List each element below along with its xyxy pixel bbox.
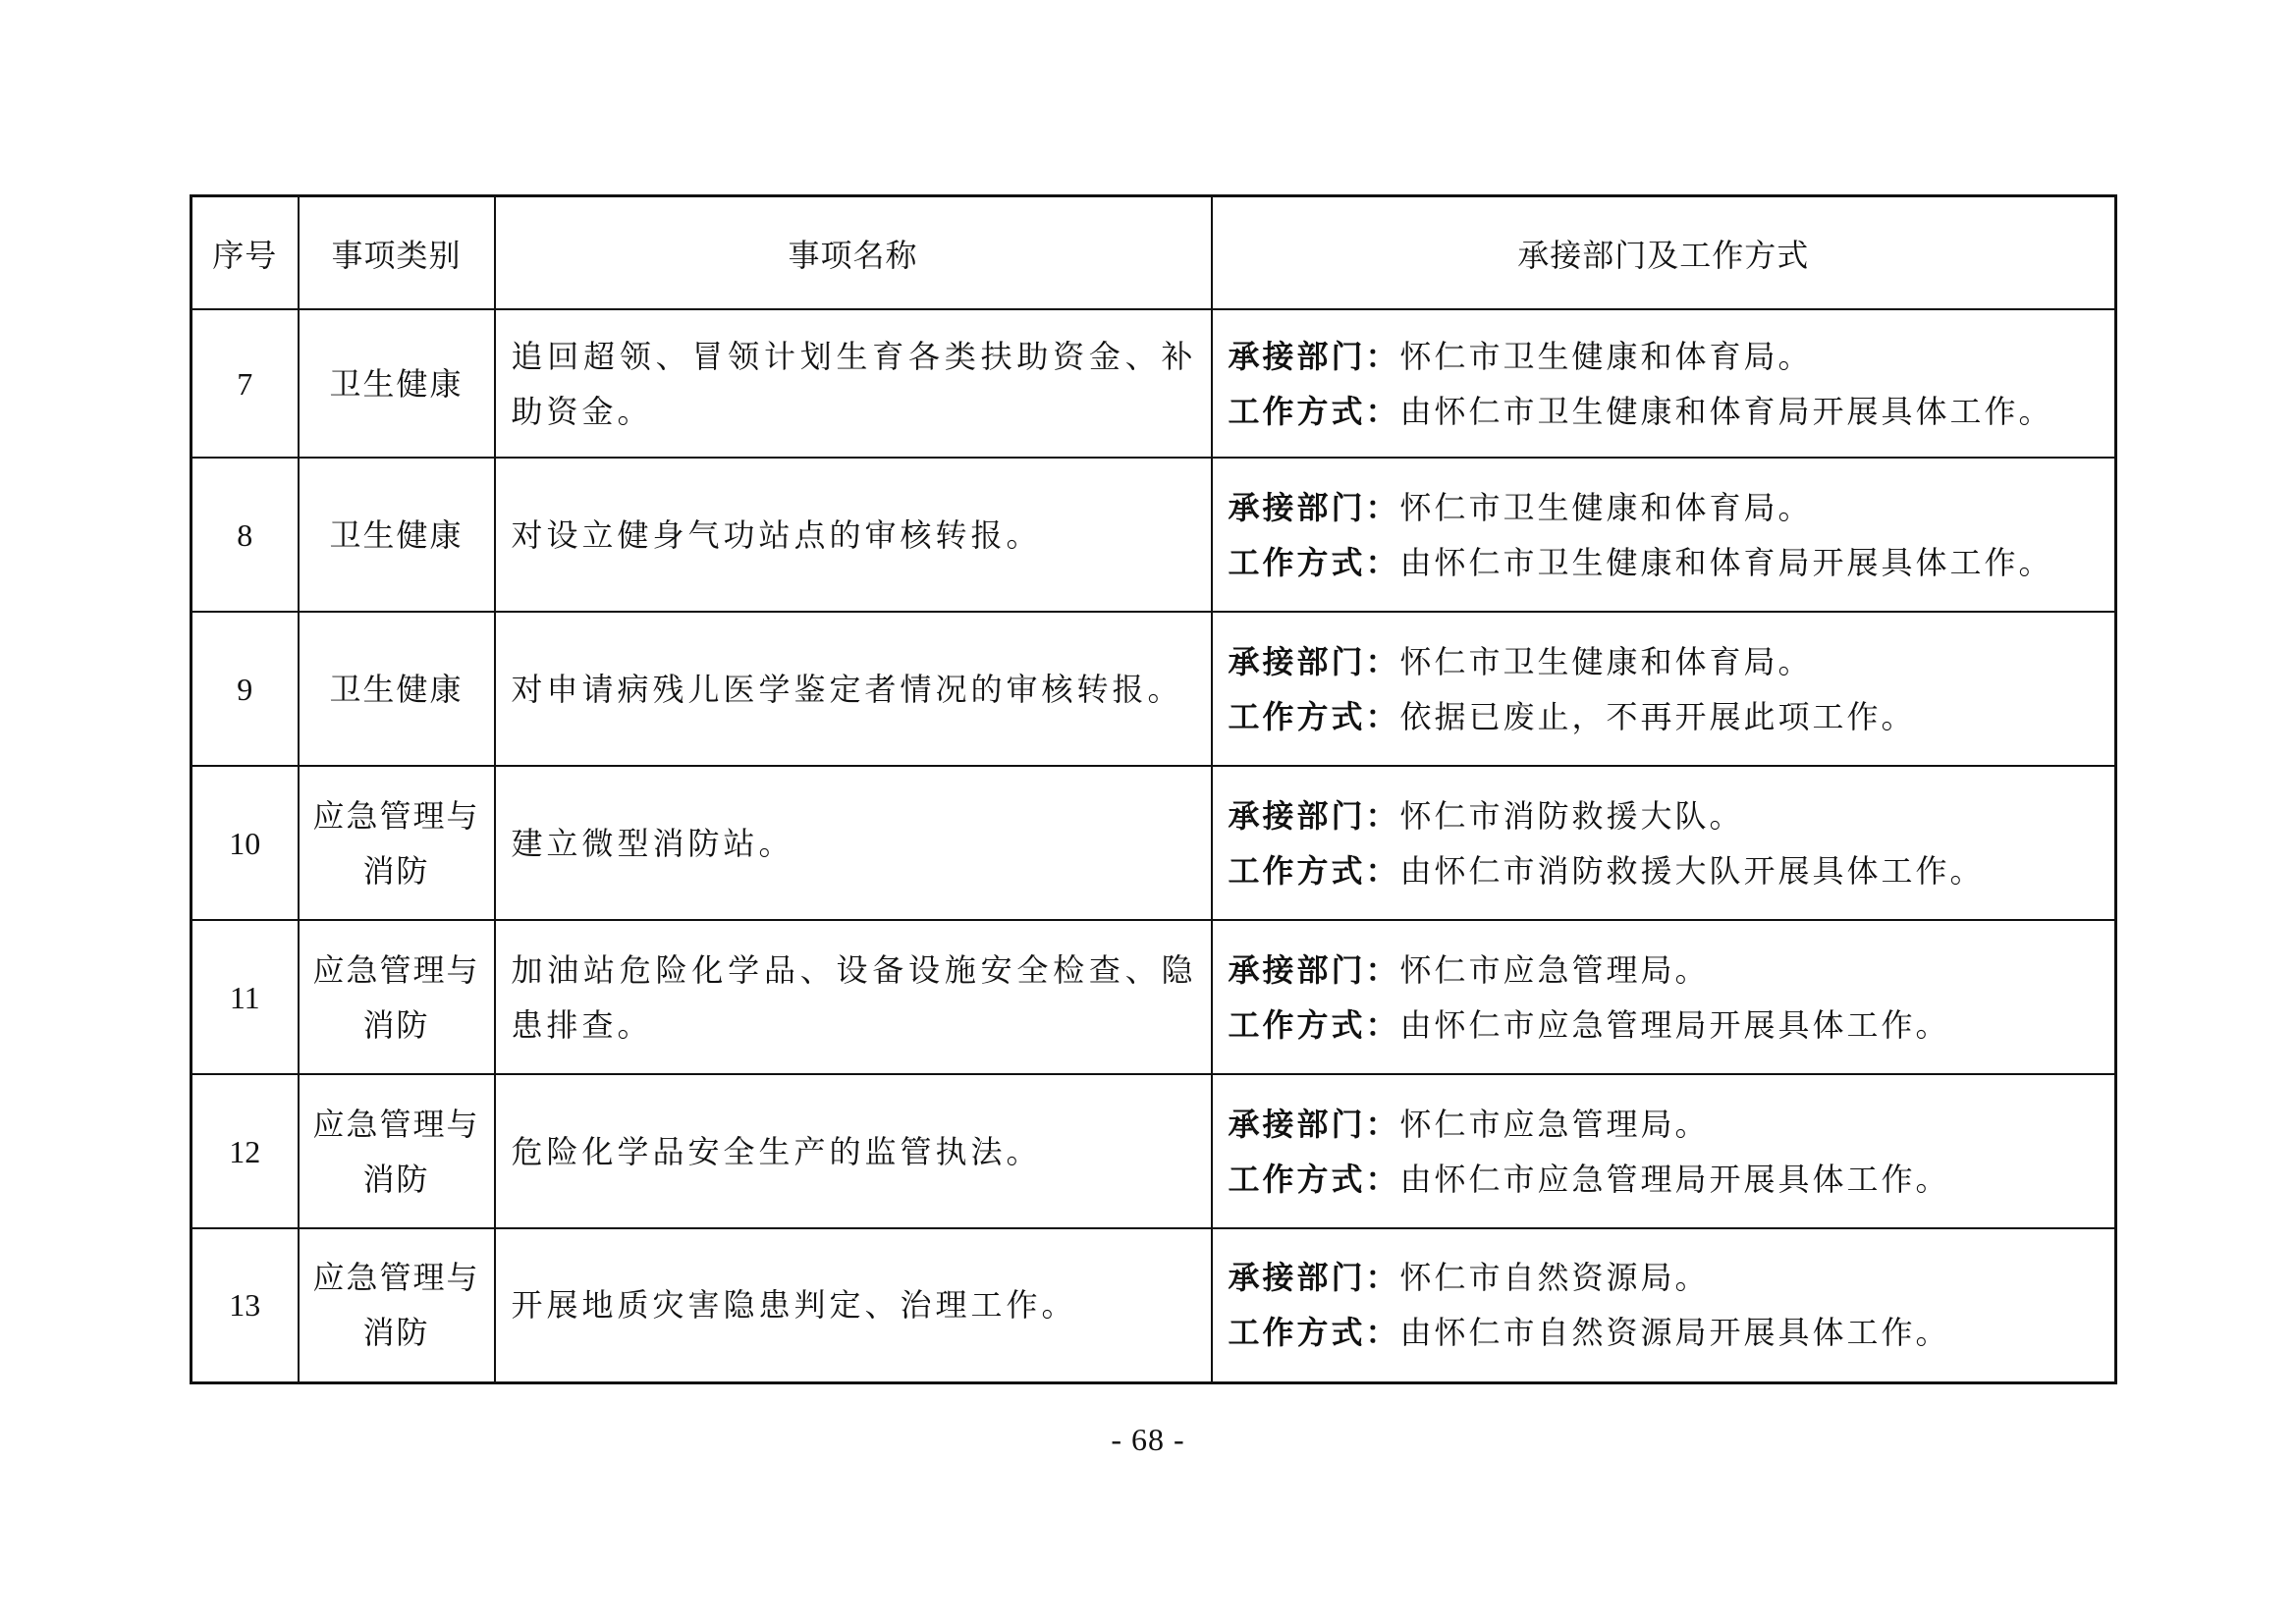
row-category: 应急管理与消防 <box>299 1228 495 1382</box>
department-value: 怀仁市自然资源局。 <box>1399 1259 1710 1297</box>
row-department-and-method <box>1212 458 2116 612</box>
method-value: 由怀仁市卫生健康和体育局开展具体工作。 <box>1399 543 2053 581</box>
row-serial-number: 9 <box>191 612 299 766</box>
row-department-and-method <box>1212 309 2116 458</box>
row-item-name: 加油站危险化学品、设备设施安全检查、隐患排查。 <box>495 920 1212 1074</box>
method-value: 由怀仁市卫生健康和体育局开展具体工作。 <box>1399 392 2053 430</box>
method-label: 工作方式： <box>1228 543 1400 581</box>
row-serial-number: 7 <box>191 309 299 458</box>
row-department-and-method <box>1212 1228 2116 1382</box>
row-category: 应急管理与消防 <box>299 766 495 920</box>
header-category: 事项类别 <box>299 196 495 310</box>
row-department-and-method <box>1212 1074 2116 1228</box>
method-value: 由怀仁市自然资源局开展具体工作。 <box>1399 1314 1950 1352</box>
department-label: 承接部门： <box>1228 796 1400 835</box>
department-label: 承接部门： <box>1228 1105 1400 1143</box>
method-label: 工作方式： <box>1228 392 1400 430</box>
department-line <box>1229 943 2104 998</box>
department-value: 怀仁市卫生健康和体育局。 <box>1399 642 1813 680</box>
department-value: 怀仁市卫生健康和体育局。 <box>1399 337 1813 375</box>
department-line <box>1229 1097 2104 1152</box>
row-department-and-method <box>1212 612 2116 766</box>
row-item-name: 对申请病残儿医学鉴定者情况的审核转报。 <box>495 612 1212 766</box>
row-serial-number: 13 <box>191 1228 299 1382</box>
table-row <box>191 766 2116 920</box>
method-label: 工作方式： <box>1228 1160 1400 1198</box>
table-body <box>191 309 2116 1382</box>
header-row <box>191 196 2116 310</box>
row-item-name: 开展地质灾害隐患判定、治理工作。 <box>495 1228 1212 1382</box>
method-line <box>1229 843 2104 898</box>
method-line <box>1229 998 2104 1053</box>
department-value: 怀仁市应急管理局。 <box>1399 950 1710 989</box>
department-label: 承接部门： <box>1228 950 1400 989</box>
method-value: 由怀仁市应急管理局开展具体工作。 <box>1399 1005 1950 1044</box>
row-serial-number: 12 <box>191 1074 299 1228</box>
method-value: 由怀仁市应急管理局开展具体工作。 <box>1399 1160 1950 1198</box>
department-label: 承接部门： <box>1228 488 1400 526</box>
row-serial-number: 8 <box>191 458 299 612</box>
table-row <box>191 612 2116 766</box>
method-line <box>1229 1305 2104 1360</box>
method-label: 工作方式： <box>1228 851 1400 890</box>
header-serial-number: 序号 <box>191 196 299 310</box>
table-row <box>191 458 2116 612</box>
row-item-name: 对设立健身气功站点的审核转报。 <box>495 458 1212 612</box>
matters-table <box>190 194 2117 1384</box>
row-item-name: 追回超领、冒领计划生育各类扶助资金、补助资金。 <box>495 309 1212 458</box>
row-department-and-method <box>1212 766 2116 920</box>
method-line <box>1229 689 2104 744</box>
department-value: 怀仁市消防救援大队。 <box>1399 796 1744 835</box>
department-line <box>1229 1250 2104 1305</box>
row-serial-number: 10 <box>191 766 299 920</box>
table-row <box>191 1074 2116 1228</box>
method-label: 工作方式： <box>1228 697 1400 735</box>
row-category: 卫生健康 <box>299 309 495 458</box>
method-line <box>1229 535 2104 590</box>
header-item-name: 事项名称 <box>495 196 1212 310</box>
method-line <box>1229 384 2104 439</box>
department-label: 承接部门： <box>1228 337 1400 375</box>
page-number: - 68 - <box>1111 1422 1185 1457</box>
row-item-name: 危险化学品安全生产的监管执法。 <box>495 1074 1212 1228</box>
row-category: 应急管理与消防 <box>299 1074 495 1228</box>
table-row <box>191 920 2116 1074</box>
table-row <box>191 1228 2116 1382</box>
row-category: 应急管理与消防 <box>299 920 495 1074</box>
department-line <box>1229 480 2104 535</box>
department-label: 承接部门： <box>1228 1259 1400 1297</box>
department-line <box>1229 329 2104 384</box>
department-value: 怀仁市卫生健康和体育局。 <box>1399 488 1813 526</box>
row-department-and-method <box>1212 920 2116 1074</box>
row-category: 卫生健康 <box>299 612 495 766</box>
row-item-name: 建立微型消防站。 <box>495 766 1212 920</box>
header-department-and-method: 承接部门及工作方式 <box>1212 196 2116 310</box>
department-value: 怀仁市应急管理局。 <box>1399 1105 1710 1143</box>
row-serial-number: 11 <box>191 920 299 1074</box>
method-label: 工作方式： <box>1228 1314 1400 1352</box>
method-value: 依据已废止，不再开展此项工作。 <box>1399 697 1916 735</box>
row-category: 卫生健康 <box>299 458 495 612</box>
method-value: 由怀仁市消防救援大队开展具体工作。 <box>1399 851 1985 890</box>
department-line <box>1229 634 2104 689</box>
method-label: 工作方式： <box>1228 1005 1400 1044</box>
table-row <box>191 309 2116 458</box>
department-line <box>1229 788 2104 843</box>
department-label: 承接部门： <box>1228 642 1400 680</box>
table-header <box>191 196 2116 310</box>
method-line <box>1229 1152 2104 1207</box>
